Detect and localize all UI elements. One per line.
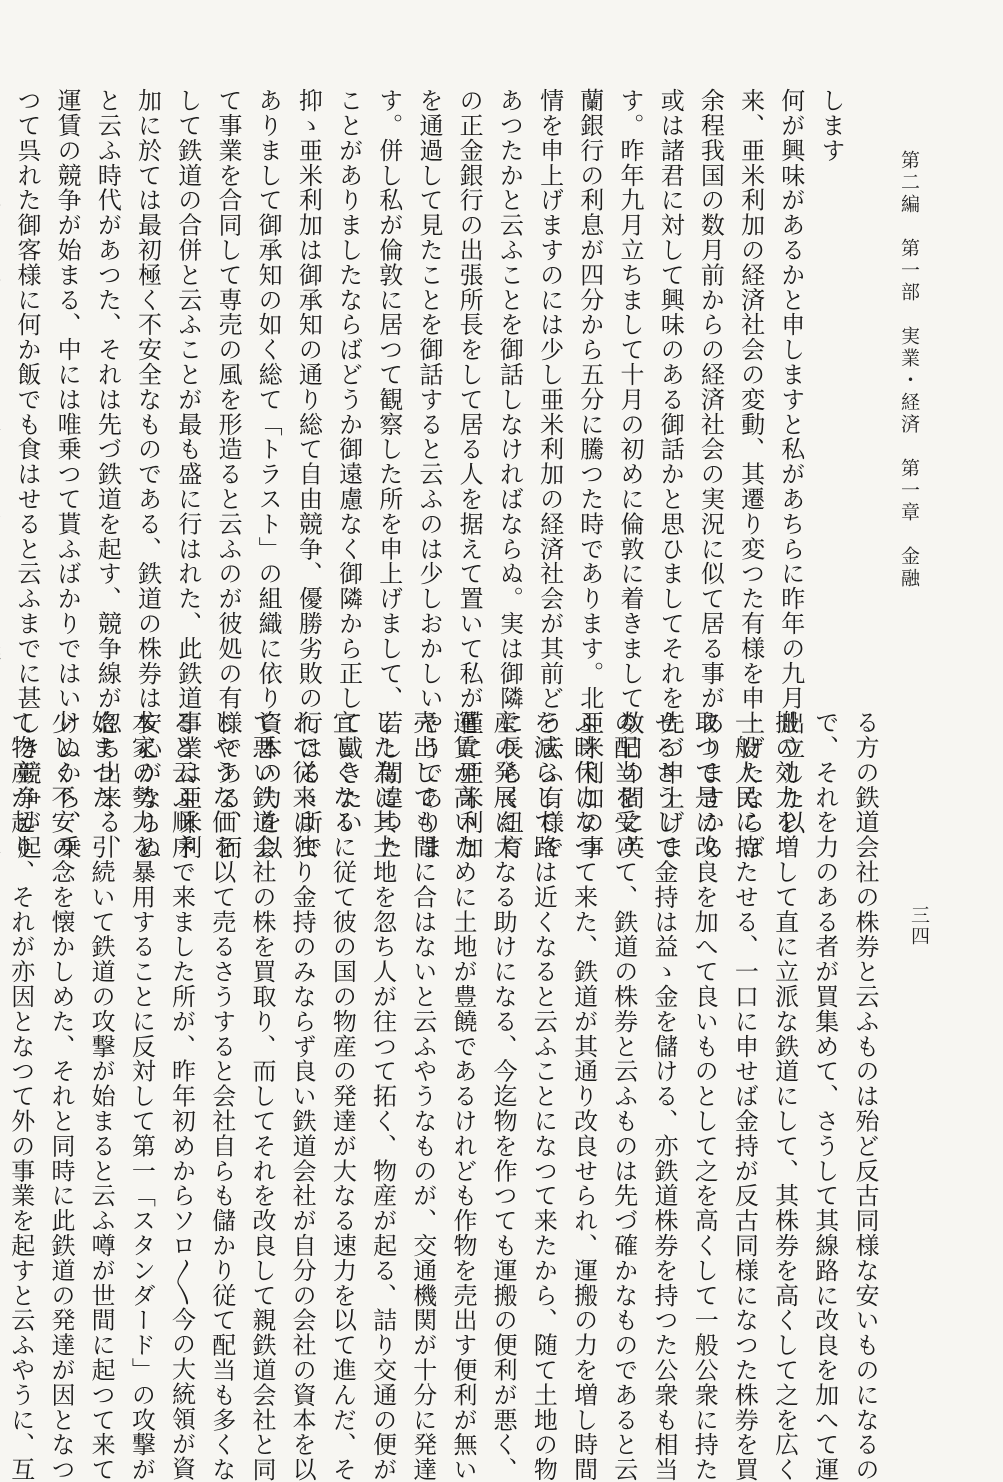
text-column: して鉄道の合併と云ふことが最も盛に行はれた、此鉄道事業は亜米利 — [173, 88, 202, 860]
text-column: る方の鉄道会社の株券と云ふものは殆ど反古同様な安いものになるの — [851, 710, 879, 1482]
text-column: の配当を受けて、鉄道の株券と云ふものは先づ確かなものであると云 — [609, 710, 638, 1482]
text-block-upper — [12, 88, 851, 860]
text-column: 一般人民に持たせる、一口に申せば金持が反古同様になつた株券を買 — [730, 710, 759, 1482]
text-column: 運賃の競争が始まる、中には唯乗つて貰ふばかりではいけぬから、乗 — [53, 88, 82, 860]
text-column: れで従来は独り金持のみならず良い鉄道会社が自分の会社の資本を以 — [288, 710, 317, 1482]
text-column: します — [817, 88, 845, 163]
text-column: 何が興味があるかと申しますと私があちらに昨年の九月出立した以 — [776, 88, 805, 835]
text-column: 情を申上げますのには少し亜米利加の経済社会が其前どう云ふ有様で — [535, 88, 564, 860]
text-block-lower — [6, 710, 885, 1482]
text-column: で、それを力のある者が買集めて、さうして其線路に改良を加へて運 — [810, 710, 839, 1482]
text-column: 本家の勢力を暴用することに反対して第一「スタンダード」の攻撃が — [127, 710, 156, 1482]
text-column: 抑ゝ亜米利加は御承知の通り総て自由競争、優勝劣敗の行はるゝ所で — [294, 88, 323, 860]
text-column: と云ふ時代があつた、それは先づ鉄道を起す、競争線が忽ち出来る、 — [93, 88, 122, 860]
running-head: 第二編 第一部 実業・経済 第一章 金融 — [898, 150, 920, 590]
text-column: 少しく不安の念を懐かしめた、それと同時に此鉄道の発達が因となつ — [46, 710, 75, 1482]
text-column: ことがありましたならばどうか御遠慮なく御隣から正して戴きたい — [334, 88, 363, 835]
text-column: す。併し私が倫敦に居つて観察した所を申上げまして、若し間違つた — [374, 88, 403, 860]
text-column: 産の発展に大なる助けになる、今迄物を作つても運搬の便利が悪く、 — [489, 710, 518, 1482]
text-column: す。昨年九月立ちまして十月の初めに倫敦に着きまして数日の間に英 — [615, 88, 644, 860]
text-column: ありまして御承知の如く総て「トラスト」の組織に依り資本の力を以 — [254, 88, 283, 860]
text-column: 来、亜米利加の経済社会の変動、其遷り変つた有様を申上げたならば — [736, 88, 765, 860]
text-column: 余程我国の数月前からの経済社会の実況に似て居る事がありますから — [696, 88, 725, 860]
text-column: 宜しくなるに従て彼の国の物産の発達が大なる速力を以て進んだ、そ — [328, 710, 357, 1482]
text-column: つて呉れた御客様に何か飯でも食はせると云ふまでに甚しき競争が起 — [12, 88, 41, 860]
text-column: せるさうして金持は益ゝ金を儲ける、亦鉄道株券を持つた公衆も相当 — [649, 710, 678, 1482]
text-column: 搬の効力を増して直に立派な鉄道にして、其株券を高くして之を広く — [770, 710, 799, 1482]
text-column: 運賃が高いために土地が豊饒であるけれども作物を売出す便利が無い — [448, 710, 477, 1482]
text-column: を通過して見たことを御話すると云ふのは少しおかしいやうでありま — [414, 88, 443, 860]
text-column: 売出しても間に合はないと云ふやうなものが、交通機関が十分に発達 — [408, 710, 437, 1482]
text-column: て事業を合同して専売の風を形造ると云ふのが彼処の有様である、而 — [213, 88, 242, 860]
page-number: 三四 — [908, 905, 930, 947]
text-column: 蘭銀行の利息が四分から五分に騰つた時であります。北亜米利加の事 — [575, 88, 604, 860]
text-column: 取つて是に改良を加へて良いものとして之を高くして一般公衆に持た — [690, 710, 719, 1482]
text-column: 加に於ては最初極く不安全なものである、鉄道の株券は安心がならぬ — [133, 88, 162, 860]
text-column: 始まつた、引続いて鉄道の攻撃が始まると云ふ噂が世間に起つて来て — [87, 710, 116, 1482]
text-column: を減らして路は近くなると云ふことになつて来たから、随て土地の物 — [529, 710, 558, 1482]
text-column: て悪い鉄道会社の株を買取り、而してそれを改良して親鉄道会社と同 — [247, 710, 276, 1482]
text-column: じやうな価を以て売るさうすると会社自らも儲かり従て配当も多くな — [207, 710, 236, 1482]
text-column: あつたかと云ふことを御話しなければならぬ。実は御隣に長らく紐育 — [495, 88, 524, 860]
text-column: ふ時代になつて来た、鉄道が其通り改良せられ、運搬の力を増し時間 — [569, 710, 598, 1482]
text-column: 或は諸君に対して興味のある御話かと思ひましてそれを先づ申上げま — [656, 88, 685, 860]
text-column: ると云ふ順序で来ました所が、昨年初めからソロ〳〵今の大統領が資 — [167, 710, 196, 1481]
text-column: て物産が起り、それが亦因となつて外の事業を起すと云ふやうに、互 — [6, 710, 35, 1482]
text-column — [0, 88, 7, 688]
text-column: の正金銀行の出張所長をして居る人を据えて置いて私が僅に亜米利加 — [455, 88, 484, 860]
text-column: した為に其土地を忽ち人が往つて拓く、物産が起る、詰り交通の便が — [368, 710, 397, 1482]
